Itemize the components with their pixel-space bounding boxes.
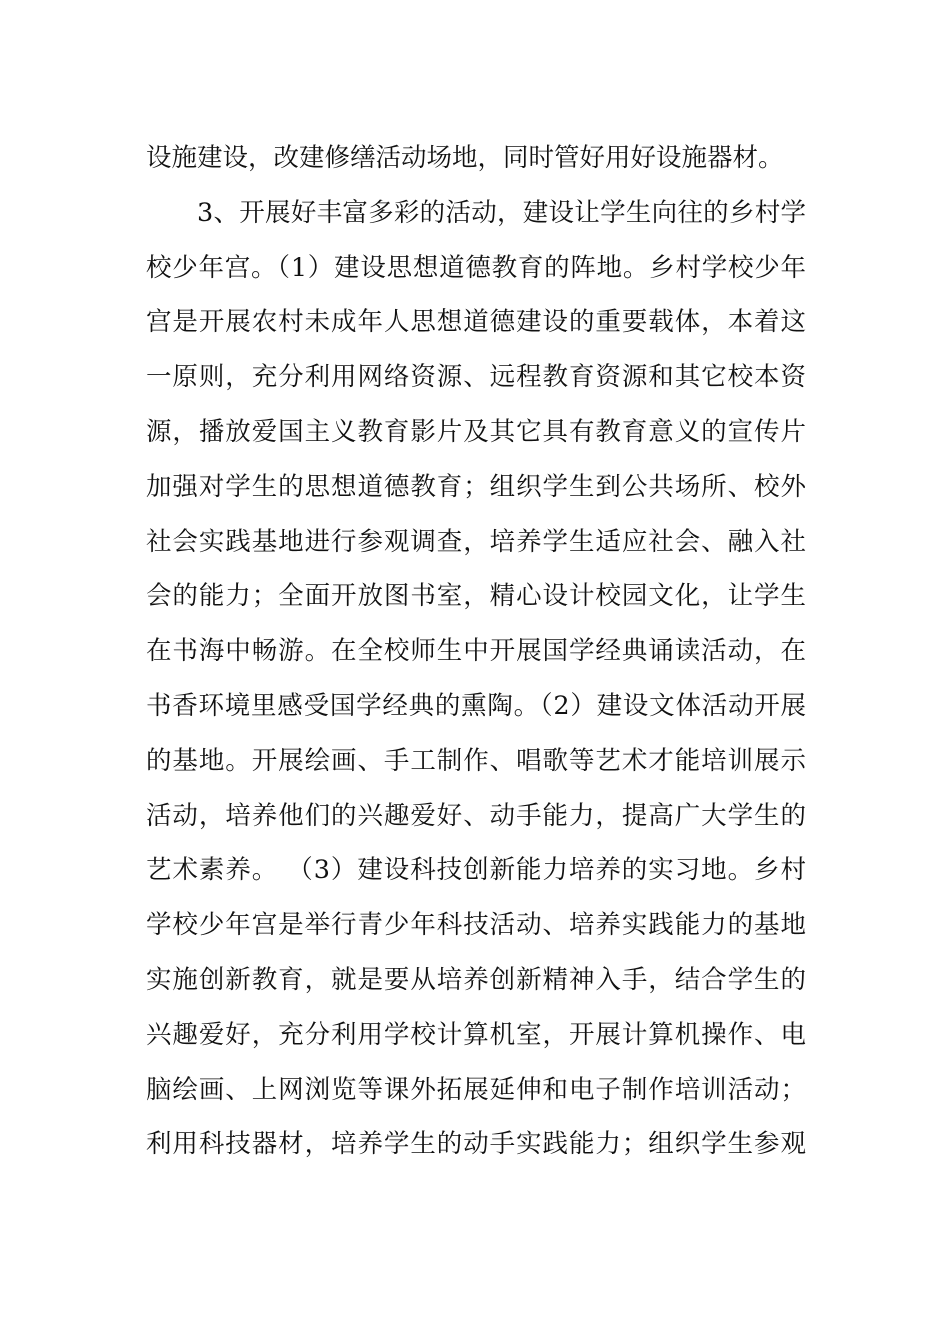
text-line: 兴趣爱好，充分利用学校计算机室，开展计算机操作、电: [146, 1019, 806, 1050]
text-line: 在书海中畅游。在全校师生中开展国学经典诵读活动，在: [146, 636, 806, 667]
text-line: 社会实践基地进行参观调查，培养学生适应社会、融入社: [146, 526, 806, 557]
text-line: 会的能力；全面开放图书室，精心设计校园文化，让学生: [146, 581, 806, 612]
text-line: 利用科技器材，培养学生的动手实践能力；组织学生参观: [146, 1129, 806, 1160]
body-text: [146, 131, 806, 1172]
text-line: 活动，培养他们的兴趣爱好、动手能力，提高广大学生的: [146, 800, 806, 831]
text-line: 设施建设，改建修缮活动场地，同时管好用好设施器材。: [146, 143, 784, 173]
text-line: 校少年宫。（1）建设思想道德教育的阵地。乡村学校少年: [146, 252, 806, 283]
text-line: 艺术素养。 （3）建设科技创新能力培养的实习地。乡村: [146, 855, 806, 886]
text-line: 书香环境里感受国学经典的熏陶。（2）建设文体活动开展: [146, 690, 806, 721]
text-line: 实施创新教育，就是要从培养创新精神入手，结合学生的: [146, 964, 806, 995]
text-line: 学校少年宫是举行青少年科技活动、培养实践能力的基地: [146, 910, 806, 941]
text-line: 加强对学生的思想道德教育；组织学生到公共场所、校外: [146, 471, 806, 502]
text-line: 脑绘画、上网浏览等课外拓展延伸和电子制作培训活动；: [146, 1074, 806, 1105]
text-line: 一原则，充分利用网络资源、远程教育资源和其它校本资: [146, 362, 806, 393]
text-line: 宫是开展农村未成年人思想道德建设的重要载体，本着这: [146, 307, 806, 338]
text-line: 的基地。开展绘画、手工制作、唱歌等艺术才能培训展示: [146, 745, 806, 776]
text-line: 源，播放爱国主义教育影片及其它具有教育意义的宣传片: [146, 416, 806, 447]
text-line: 3、开展好丰富多彩的活动，建设让学生向往的乡村学: [197, 197, 806, 228]
